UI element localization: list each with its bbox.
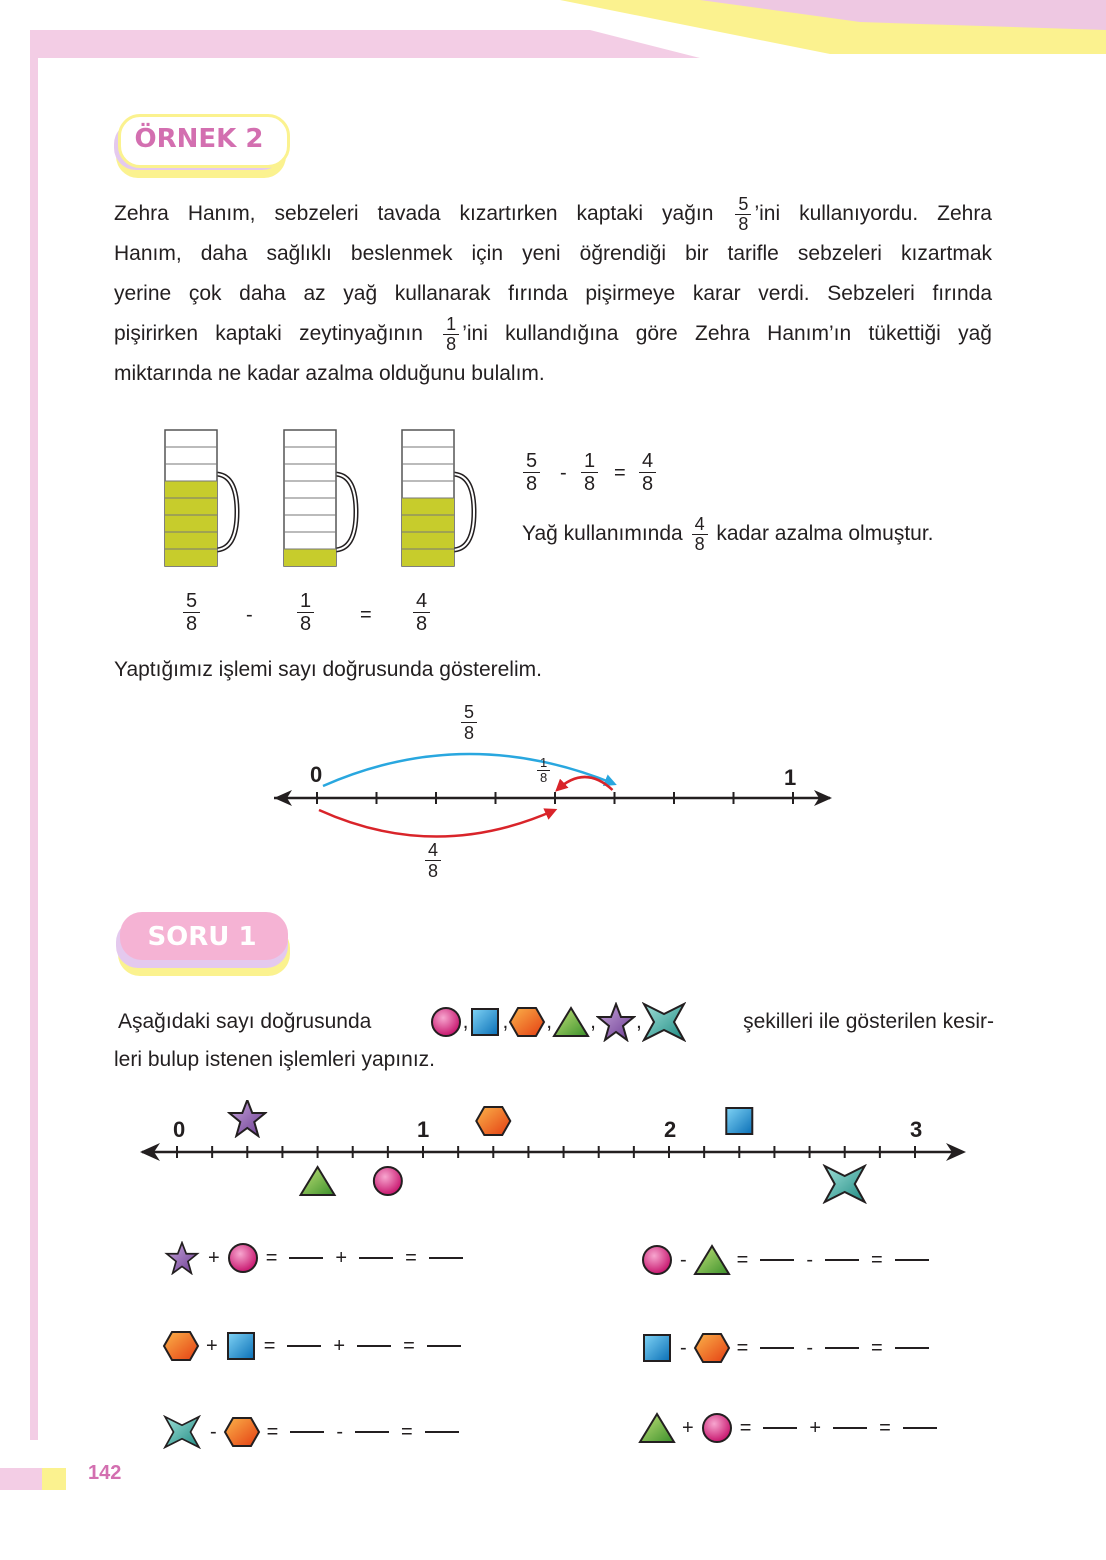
exercise-hexagon-plus-square [162, 1326, 467, 1366]
equals: = [401, 1420, 413, 1443]
answer-blank-3[interactable] [895, 1259, 929, 1261]
q-axis-label-0: 0 [173, 1117, 186, 1142]
fraction: $\frac{4}{8}$ [639, 450, 656, 495]
jug-1 [165, 430, 237, 566]
bottom-arc [319, 810, 555, 837]
fraction: $\frac{1}{8}$ [443, 315, 459, 354]
equals: = [871, 1336, 883, 1359]
page-number: 142 [88, 1462, 122, 1484]
hex-shape-icon [223, 1413, 261, 1451]
exercise-circle-minus-triangle [640, 1240, 935, 1280]
equals: = [265, 1246, 278, 1269]
operator: - [806, 1336, 814, 1359]
q-axis-label-2: 2 [664, 1117, 677, 1142]
operator: + [809, 1416, 822, 1439]
operator: - [680, 1336, 687, 1359]
bottom-arc-fraction: $\frac{4}{8}$ [425, 840, 441, 881]
question-badge [114, 910, 290, 978]
equals: = [263, 1334, 276, 1357]
fraction: $\frac{4}{8}$ [413, 590, 430, 635]
example-line-2: Hanım, daha sağlıklı beslenmek için yeni öğrendiği bir tarifle sebzeleri kızartmak [114, 242, 992, 265]
star-marker [229, 1100, 265, 1136]
top-arc-fraction: $\frac{5}{8}$ [461, 702, 477, 743]
answer-blank-2[interactable] [359, 1257, 393, 1259]
triangle-marker [301, 1167, 335, 1195]
exercise-fourstar-minus-hexagon [160, 1412, 465, 1452]
exercise-star-plus-circle [162, 1238, 469, 1278]
jug-2 [284, 430, 356, 566]
fraction: $\frac{4}{8}$ [692, 515, 708, 554]
example-line-1: Zehra Hanım, sebzeleri tavada kızartırken kaptaki yağın $\frac{5}{8}$ ’ini kullanıyordu. Zehra [114, 193, 992, 234]
minus-sign: - [246, 604, 253, 626]
equals: = [871, 1248, 883, 1271]
example-line-3: yerine çok daha az yağ kullanarak fırında pişirmeye karar verdi. Sebzeleri fırında [114, 282, 992, 305]
hexagon-marker [476, 1107, 510, 1135]
operator: + [335, 1246, 348, 1269]
tri-shape-icon [693, 1241, 731, 1279]
circle-marker [374, 1167, 402, 1195]
answer-blank-1[interactable] [760, 1347, 794, 1349]
small-arc-fraction: $\frac{1}{8}$ [537, 756, 550, 785]
equals-sign: = [614, 462, 626, 484]
answer-blank-1[interactable] [287, 1345, 321, 1347]
nl-label-0: 0 [310, 762, 323, 787]
example-badge-label: ÖRNEK 2 [134, 124, 264, 154]
square-marker [726, 1108, 752, 1134]
operator: + [206, 1334, 218, 1357]
answer-blank-3[interactable] [429, 1257, 463, 1259]
star-shape-icon [162, 1239, 202, 1277]
four-point-star-marker [825, 1166, 865, 1202]
answer-blank-2[interactable] [355, 1431, 389, 1433]
star-shape-icon [596, 1002, 636, 1042]
example-line-4: pişirirken kaptaki zeytinyağının $\frac{1}{8}$ ’ini kullandığına göre Zehra Hanım’ın tükettiği yağ [114, 313, 992, 354]
operator: - [680, 1248, 687, 1271]
equals: = [739, 1416, 752, 1439]
answer-blank-2[interactable] [825, 1347, 859, 1349]
equals: = [736, 1336, 749, 1359]
answer-blank-1[interactable] [290, 1431, 324, 1433]
q-axis-label-3: 3 [910, 1117, 923, 1142]
fourstar-shape-icon [160, 1413, 204, 1451]
hex-shape-icon [693, 1329, 731, 1367]
equals: = [879, 1416, 891, 1439]
circle-shape-icon [226, 1239, 260, 1277]
q-axis-label-1: 1 [417, 1117, 430, 1142]
operator: + [208, 1246, 220, 1269]
nl-label-1: 1 [784, 765, 797, 790]
answer-blank-1[interactable] [760, 1259, 794, 1261]
fraction: $\frac{5}{8}$ [183, 590, 200, 635]
answer-blank-1[interactable] [289, 1257, 323, 1259]
question-line-1: Aşağıdaki sayı doğrusunda , , , , , şekilleri ile gösterilen kesir- [118, 1002, 994, 1042]
answer-blank-3[interactable] [903, 1427, 937, 1429]
side-equation [520, 450, 680, 510]
square-shape-icon [640, 1329, 674, 1367]
answer-blank-3[interactable] [425, 1431, 459, 1433]
four-point-star-shape-icon [642, 1002, 686, 1042]
operator: - [336, 1420, 344, 1443]
square-shape-icon [468, 1005, 502, 1039]
answer-blank-2[interactable] [825, 1259, 859, 1261]
equals: = [403, 1334, 415, 1357]
answer-blank-3[interactable] [427, 1345, 461, 1347]
minus-sign: - [560, 462, 567, 484]
example-number-line [260, 695, 850, 895]
example-badge [110, 112, 288, 180]
question-badge-label: SORU 1 [147, 922, 257, 952]
fraction: $\frac{1}{8}$ [581, 450, 598, 495]
answer-blank-2[interactable] [357, 1345, 391, 1347]
jug-3 [402, 430, 474, 566]
fraction: $\frac{1}{8}$ [297, 590, 314, 635]
question-line-2: leri bulup istenen işlemleri yapınız. [114, 1048, 435, 1071]
operator: + [333, 1334, 346, 1357]
example-text [114, 194, 992, 394]
fraction: $\frac{5}{8}$ [523, 450, 540, 495]
answer-blank-3[interactable] [895, 1347, 929, 1349]
conclusion: Yağ kullanımında $\frac{4}{8}$ kadar azalma olmuştur. [522, 513, 934, 554]
equals: = [266, 1420, 279, 1443]
answer-blank-2[interactable] [833, 1427, 867, 1429]
tri-shape-icon [638, 1409, 676, 1447]
equals-sign: = [360, 604, 372, 626]
exercise-square-minus-hexagon [640, 1328, 935, 1368]
measuring-jugs [150, 420, 490, 580]
equals: = [405, 1246, 417, 1269]
triangle-shape-icon [552, 1005, 590, 1039]
circle-shape-icon [640, 1241, 674, 1279]
operator: - [806, 1248, 814, 1271]
exercise-triangle-plus-circle [638, 1408, 943, 1448]
hex-shape-icon [162, 1327, 200, 1365]
jug-equation [170, 590, 470, 650]
equals: = [736, 1248, 749, 1271]
circle-shape-icon [700, 1409, 734, 1447]
numberline-intro: Yaptığımız işlemi sayı doğrusunda gösterelim. [114, 658, 542, 681]
operator: + [682, 1416, 694, 1439]
hexagon-shape-icon [508, 1005, 546, 1039]
square-shape-icon [224, 1327, 258, 1365]
circle-shape-icon [429, 1005, 463, 1039]
answer-blank-1[interactable] [763, 1427, 797, 1429]
question-number-line [130, 1100, 976, 1210]
operator: - [210, 1420, 217, 1443]
example-line-5: miktarında ne kadar azalma olduğunu bulalım. [114, 362, 545, 385]
fraction: $\frac{5}{8}$ [735, 195, 751, 234]
